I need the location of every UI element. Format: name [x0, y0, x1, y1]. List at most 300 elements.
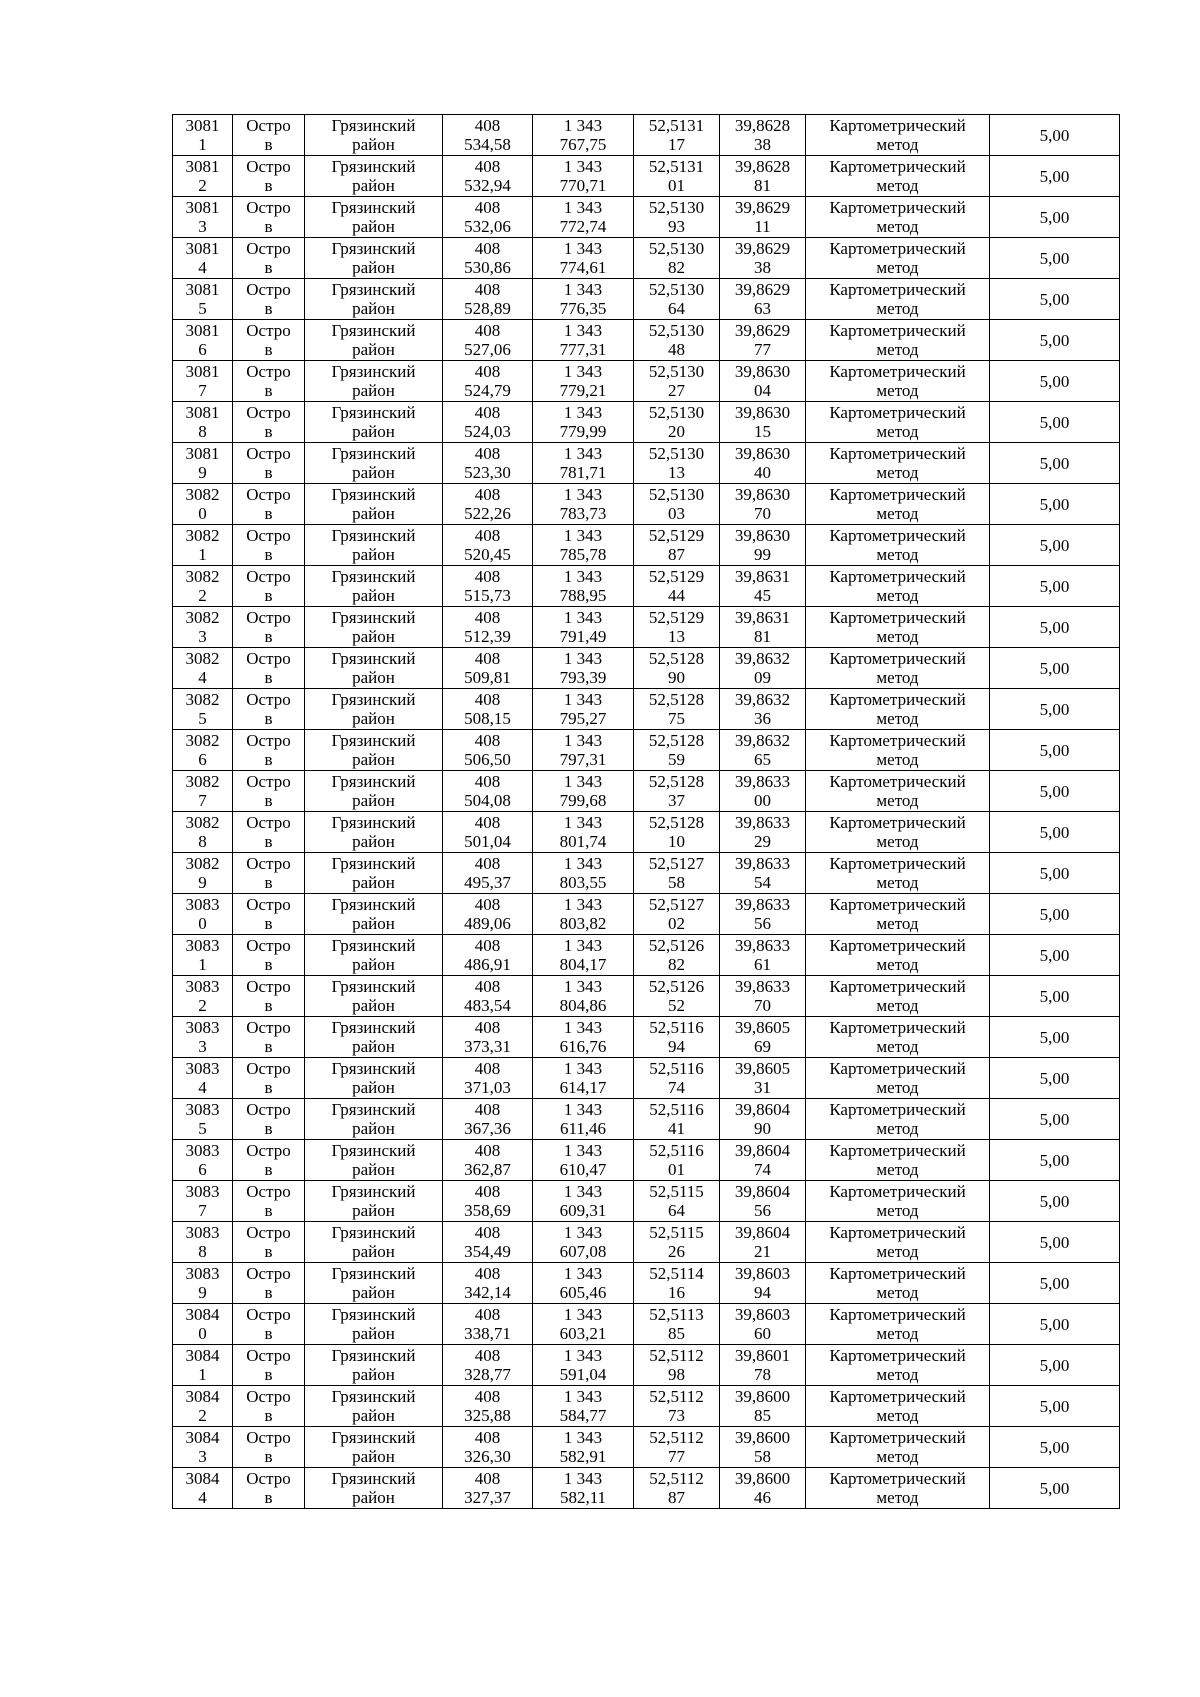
latitude-cell-text: 52,5130 03 — [648, 485, 705, 523]
table-row — [173, 853, 1120, 894]
object-type-cell-text: Остро в — [246, 1264, 291, 1302]
point-number-cell-text: 3083 8 — [185, 1223, 220, 1261]
district-cell — [305, 320, 443, 361]
y-coordinate-cell — [533, 1304, 634, 1345]
y-coordinate-cell-text: 1 343 788,95 — [559, 567, 607, 605]
district-cell-text: Грязинский район — [331, 977, 416, 1015]
latitude-cell — [634, 1468, 720, 1509]
method-cell — [806, 1181, 990, 1222]
point-number-cell-text: 3081 5 — [185, 280, 220, 318]
x-coordinate-cell — [443, 1181, 533, 1222]
method-cell — [806, 115, 990, 156]
point-number-cell — [173, 1386, 233, 1427]
object-type-cell-text: Остро в — [246, 813, 291, 851]
latitude-cell — [634, 156, 720, 197]
y-coordinate-cell-text: 1 343 610,47 — [559, 1141, 607, 1179]
y-coordinate-cell — [533, 1058, 634, 1099]
longitude-cell-text: 39,8603 60 — [734, 1305, 791, 1343]
method-cell-text: Картометрический метод — [829, 567, 966, 605]
object-type-cell — [233, 1345, 305, 1386]
y-coordinate-cell-text: 1 343 801,74 — [559, 813, 607, 851]
accuracy-cell — [990, 689, 1120, 730]
accuracy-cell-text: 5,00 — [1039, 863, 1070, 883]
accuracy-cell — [990, 443, 1120, 484]
x-coordinate-cell — [443, 812, 533, 853]
accuracy-cell — [990, 1263, 1120, 1304]
method-cell — [806, 730, 990, 771]
method-cell-text: Картометрический метод — [829, 116, 966, 154]
point-number-cell — [173, 320, 233, 361]
object-type-cell — [233, 238, 305, 279]
x-coordinate-cell — [443, 771, 533, 812]
longitude-cell — [720, 648, 806, 689]
longitude-cell-text: 39,8633 54 — [734, 854, 791, 892]
accuracy-cell-text: 5,00 — [1039, 1355, 1070, 1375]
accuracy-cell-text: 5,00 — [1039, 1232, 1070, 1252]
y-coordinate-cell-text: 1 343 609,31 — [559, 1182, 607, 1220]
method-cell-text: Картометрический метод — [829, 1100, 966, 1138]
y-coordinate-cell — [533, 853, 634, 894]
y-coordinate-cell-text: 1 343 781,71 — [559, 444, 607, 482]
latitude-cell — [634, 402, 720, 443]
point-number-cell — [173, 443, 233, 484]
y-coordinate-cell-text: 1 343 799,68 — [559, 772, 607, 810]
point-number-cell-text: 3084 2 — [185, 1387, 220, 1425]
accuracy-cell-text: 5,00 — [1039, 453, 1070, 473]
latitude-cell-text: 52,5116 94 — [649, 1018, 704, 1056]
method-cell — [806, 566, 990, 607]
table-row — [173, 689, 1120, 730]
district-cell-text: Грязинский район — [331, 731, 416, 769]
accuracy-cell — [990, 361, 1120, 402]
method-cell-text: Картометрический метод — [829, 813, 966, 851]
y-coordinate-cell — [533, 648, 634, 689]
point-number-cell-text: 3083 7 — [185, 1182, 220, 1220]
point-number-cell — [173, 156, 233, 197]
latitude-cell-text: 52,5116 74 — [649, 1059, 704, 1097]
latitude-cell-text: 52,5116 41 — [649, 1100, 704, 1138]
x-coordinate-cell-text: 408 528,89 — [464, 280, 511, 318]
latitude-cell-text: 52,5130 82 — [648, 239, 705, 277]
district-cell — [305, 689, 443, 730]
longitude-cell — [720, 525, 806, 566]
accuracy-cell-text: 5,00 — [1039, 1396, 1070, 1416]
table-row — [173, 1427, 1120, 1468]
y-coordinate-cell — [533, 443, 634, 484]
y-coordinate-cell — [533, 238, 634, 279]
accuracy-cell-text: 5,00 — [1039, 330, 1070, 350]
accuracy-cell-text: 5,00 — [1039, 658, 1070, 678]
point-number-cell-text: 3083 5 — [185, 1100, 220, 1138]
accuracy-cell — [990, 1386, 1120, 1427]
x-coordinate-cell — [443, 935, 533, 976]
object-type-cell-text: Остро в — [246, 362, 291, 400]
district-cell-text: Грязинский район — [331, 1100, 416, 1138]
district-cell-text: Грязинский район — [331, 1223, 416, 1261]
longitude-cell — [720, 976, 806, 1017]
point-number-cell-text: 3083 3 — [185, 1018, 220, 1056]
latitude-cell — [634, 1263, 720, 1304]
table-row — [173, 894, 1120, 935]
latitude-cell-text: 52,5112 87 — [649, 1469, 704, 1507]
point-number-cell — [173, 1222, 233, 1263]
latitude-cell — [634, 1181, 720, 1222]
coordinates-table-body — [173, 115, 1120, 1509]
district-cell — [305, 1058, 443, 1099]
longitude-cell-text: 39,8630 70 — [734, 485, 791, 523]
district-cell — [305, 607, 443, 648]
method-cell — [806, 402, 990, 443]
accuracy-cell — [990, 566, 1120, 607]
district-cell-text: Грязинский район — [331, 362, 416, 400]
y-coordinate-cell — [533, 1468, 634, 1509]
object-type-cell-text: Остро в — [246, 444, 291, 482]
method-cell-text: Картометрический метод — [829, 198, 966, 236]
y-coordinate-cell — [533, 197, 634, 238]
x-coordinate-cell-text: 408 326,30 — [464, 1428, 511, 1466]
method-cell-text: Картометрический метод — [829, 485, 966, 523]
object-type-cell — [233, 935, 305, 976]
x-coordinate-cell-text: 408 522,26 — [464, 485, 511, 523]
method-cell-text: Картометрический метод — [829, 649, 966, 687]
y-coordinate-cell-text: 1 343 772,74 — [559, 198, 607, 236]
object-type-cell-text: Остро в — [246, 977, 291, 1015]
district-cell — [305, 279, 443, 320]
object-type-cell — [233, 771, 305, 812]
longitude-cell-text: 39,8632 09 — [734, 649, 791, 687]
x-coordinate-cell-text: 408 489,06 — [464, 895, 511, 933]
y-coordinate-cell — [533, 1140, 634, 1181]
district-cell-text: Грязинский район — [331, 1469, 416, 1507]
accuracy-cell-text: 5,00 — [1039, 781, 1070, 801]
district-cell — [305, 1099, 443, 1140]
object-type-cell — [233, 1222, 305, 1263]
longitude-cell-text: 39,8632 36 — [734, 690, 791, 728]
longitude-cell-text: 39,8604 21 — [734, 1223, 791, 1261]
object-type-cell-text: Остро в — [246, 485, 291, 523]
latitude-cell-text: 52,5126 82 — [648, 936, 705, 974]
table-row — [173, 1345, 1120, 1386]
object-type-cell — [233, 320, 305, 361]
point-number-cell — [173, 730, 233, 771]
y-coordinate-cell-text: 1 343 785,78 — [559, 526, 607, 564]
district-cell — [305, 484, 443, 525]
accuracy-cell-text: 5,00 — [1039, 412, 1070, 432]
district-cell — [305, 1017, 443, 1058]
point-number-cell-text: 3083 6 — [185, 1141, 220, 1179]
point-number-cell — [173, 607, 233, 648]
object-type-cell-text: Остро в — [246, 854, 291, 892]
longitude-cell-text: 39,8632 65 — [734, 731, 791, 769]
point-number-cell — [173, 1058, 233, 1099]
object-type-cell — [233, 976, 305, 1017]
district-cell-text: Грязинский район — [331, 690, 416, 728]
accuracy-cell-text: 5,00 — [1039, 1109, 1070, 1129]
object-type-cell-text: Остро в — [246, 1182, 291, 1220]
y-coordinate-cell-text: 1 343 582,11 — [559, 1469, 607, 1507]
district-cell-text: Грязинский район — [331, 485, 416, 523]
object-type-cell — [233, 853, 305, 894]
district-cell — [305, 648, 443, 689]
point-number-cell — [173, 935, 233, 976]
method-cell-text: Картометрический метод — [829, 1264, 966, 1302]
point-number-cell-text: 3082 4 — [185, 649, 220, 687]
y-coordinate-cell-text: 1 343 607,08 — [559, 1223, 607, 1261]
x-coordinate-cell-text: 408 524,79 — [464, 362, 511, 400]
y-coordinate-cell — [533, 730, 634, 771]
latitude-cell — [634, 689, 720, 730]
longitude-cell — [720, 443, 806, 484]
latitude-cell-text: 52,5128 90 — [648, 649, 705, 687]
district-cell — [305, 1304, 443, 1345]
point-number-cell-text: 3084 3 — [185, 1428, 220, 1466]
accuracy-cell — [990, 976, 1120, 1017]
district-cell — [305, 238, 443, 279]
method-cell — [806, 1140, 990, 1181]
x-coordinate-cell-text: 408 367,36 — [464, 1100, 511, 1138]
object-type-cell-text: Остро в — [246, 116, 291, 154]
accuracy-cell — [990, 812, 1120, 853]
longitude-cell-text: 39,8630 40 — [734, 444, 791, 482]
x-coordinate-cell-text: 408 506,50 — [464, 731, 511, 769]
longitude-cell — [720, 238, 806, 279]
method-cell-text: Картометрический метод — [829, 1182, 966, 1220]
x-coordinate-cell-text: 408 530,86 — [464, 239, 511, 277]
longitude-cell — [720, 1222, 806, 1263]
latitude-cell — [634, 1058, 720, 1099]
table-row — [173, 1263, 1120, 1304]
object-type-cell-text: Остро в — [246, 198, 291, 236]
y-coordinate-cell-text: 1 343 779,21 — [559, 362, 607, 400]
district-cell-text: Грязинский район — [331, 198, 416, 236]
accuracy-cell — [990, 115, 1120, 156]
method-cell — [806, 156, 990, 197]
longitude-cell-text: 39,8629 38 — [734, 239, 791, 277]
y-coordinate-cell — [533, 1017, 634, 1058]
point-number-cell-text: 3081 3 — [185, 198, 220, 236]
object-type-cell-text: Остро в — [246, 1305, 291, 1343]
longitude-cell — [720, 1181, 806, 1222]
method-cell-text: Картометрический метод — [829, 1469, 966, 1507]
latitude-cell — [634, 935, 720, 976]
accuracy-cell-text: 5,00 — [1039, 371, 1070, 391]
y-coordinate-cell-text: 1 343 777,31 — [559, 321, 607, 359]
method-cell-text: Картометрический метод — [829, 854, 966, 892]
object-type-cell-text: Остро в — [246, 895, 291, 933]
object-type-cell — [233, 1468, 305, 1509]
longitude-cell — [720, 1427, 806, 1468]
y-coordinate-cell-text: 1 343 776,35 — [559, 280, 607, 318]
method-cell — [806, 1304, 990, 1345]
object-type-cell-text: Остро в — [246, 772, 291, 810]
accuracy-cell-text: 5,00 — [1039, 576, 1070, 596]
longitude-cell-text: 39,8630 15 — [734, 403, 791, 441]
object-type-cell-text: Остро в — [246, 1100, 291, 1138]
point-number-cell-text: 3081 7 — [185, 362, 220, 400]
point-number-cell-text: 3084 1 — [185, 1346, 220, 1384]
object-type-cell — [233, 1427, 305, 1468]
district-cell-text: Грязинский район — [331, 526, 416, 564]
latitude-cell-text: 52,5112 98 — [649, 1346, 704, 1384]
y-coordinate-cell-text: 1 343 793,39 — [559, 649, 607, 687]
longitude-cell-text: 39,8633 00 — [734, 772, 791, 810]
longitude-cell-text: 39,8629 63 — [734, 280, 791, 318]
y-coordinate-cell — [533, 771, 634, 812]
table-row — [173, 1017, 1120, 1058]
point-number-cell-text: 3081 4 — [185, 239, 220, 277]
table-row — [173, 771, 1120, 812]
y-coordinate-cell-text: 1 343 804,17 — [559, 936, 607, 974]
longitude-cell — [720, 771, 806, 812]
object-type-cell — [233, 279, 305, 320]
x-coordinate-cell-text: 408 523,30 — [464, 444, 511, 482]
table-row — [173, 1140, 1120, 1181]
y-coordinate-cell-text: 1 343 614,17 — [559, 1059, 607, 1097]
latitude-cell-text: 52,5129 13 — [648, 608, 705, 646]
x-coordinate-cell — [443, 648, 533, 689]
x-coordinate-cell — [443, 402, 533, 443]
method-cell — [806, 976, 990, 1017]
method-cell — [806, 320, 990, 361]
y-coordinate-cell-text: 1 343 774,61 — [559, 239, 607, 277]
district-cell — [305, 443, 443, 484]
y-coordinate-cell-text: 1 343 803,55 — [559, 854, 607, 892]
point-number-cell-text: 3082 0 — [185, 485, 220, 523]
method-cell-text: Картометрический метод — [829, 690, 966, 728]
longitude-cell-text: 39,8601 78 — [734, 1346, 791, 1384]
method-cell-text: Картометрический метод — [829, 977, 966, 1015]
district-cell — [305, 525, 443, 566]
latitude-cell — [634, 730, 720, 771]
table-row — [173, 1222, 1120, 1263]
longitude-cell-text: 39,8604 56 — [734, 1182, 791, 1220]
accuracy-cell — [990, 648, 1120, 689]
district-cell-text: Грязинский район — [331, 239, 416, 277]
accuracy-cell — [990, 771, 1120, 812]
method-cell — [806, 484, 990, 525]
district-cell — [305, 894, 443, 935]
point-number-cell — [173, 1099, 233, 1140]
longitude-cell — [720, 1468, 806, 1509]
object-type-cell — [233, 525, 305, 566]
x-coordinate-cell-text: 408 512,39 — [464, 608, 511, 646]
method-cell-text: Картометрический метод — [829, 731, 966, 769]
latitude-cell — [634, 976, 720, 1017]
method-cell-text: Картометрический метод — [829, 936, 966, 974]
longitude-cell-text: 39,8633 29 — [734, 813, 791, 851]
latitude-cell — [634, 115, 720, 156]
x-coordinate-cell — [443, 1427, 533, 1468]
x-coordinate-cell-text: 408 515,73 — [464, 567, 511, 605]
latitude-cell-text: 52,5130 48 — [648, 321, 705, 359]
x-coordinate-cell-text: 408 373,31 — [464, 1018, 511, 1056]
longitude-cell-text: 39,8633 56 — [734, 895, 791, 933]
accuracy-cell-text: 5,00 — [1039, 617, 1070, 637]
latitude-cell — [634, 1099, 720, 1140]
latitude-cell-text: 52,5116 01 — [649, 1141, 704, 1179]
method-cell-text: Картометрический метод — [829, 321, 966, 359]
longitude-cell — [720, 1263, 806, 1304]
y-coordinate-cell — [533, 1181, 634, 1222]
longitude-cell-text: 39,8629 77 — [734, 321, 791, 359]
x-coordinate-cell — [443, 484, 533, 525]
x-coordinate-cell — [443, 730, 533, 771]
object-type-cell — [233, 1304, 305, 1345]
point-number-cell-text: 3083 0 — [185, 895, 220, 933]
x-coordinate-cell — [443, 566, 533, 607]
y-coordinate-cell-text: 1 343 797,31 — [559, 731, 607, 769]
method-cell — [806, 1427, 990, 1468]
district-cell — [305, 1427, 443, 1468]
accuracy-cell-text: 5,00 — [1039, 822, 1070, 842]
object-type-cell — [233, 689, 305, 730]
district-cell-text: Грязинский район — [331, 567, 416, 605]
latitude-cell — [634, 525, 720, 566]
x-coordinate-cell-text: 408 342,14 — [464, 1264, 511, 1302]
method-cell — [806, 812, 990, 853]
point-number-cell-text: 3084 4 — [185, 1469, 220, 1507]
x-coordinate-cell-text: 408 486,91 — [464, 936, 511, 974]
method-cell — [806, 1263, 990, 1304]
table-row — [173, 1058, 1120, 1099]
object-type-cell-text: Остро в — [246, 403, 291, 441]
accuracy-cell-text: 5,00 — [1039, 289, 1070, 309]
x-coordinate-cell — [443, 156, 533, 197]
district-cell-text: Грязинский район — [331, 157, 416, 195]
latitude-cell-text: 52,5128 10 — [648, 813, 705, 851]
accuracy-cell — [990, 156, 1120, 197]
longitude-cell — [720, 853, 806, 894]
y-coordinate-cell-text: 1 343 767,75 — [559, 116, 607, 154]
method-cell-text: Картометрический метод — [829, 1223, 966, 1261]
table-row — [173, 402, 1120, 443]
y-coordinate-cell — [533, 1386, 634, 1427]
district-cell — [305, 771, 443, 812]
object-type-cell-text: Остро в — [246, 1223, 291, 1261]
district-cell — [305, 1345, 443, 1386]
point-number-cell — [173, 976, 233, 1017]
accuracy-cell — [990, 1222, 1120, 1263]
accuracy-cell-text: 5,00 — [1039, 535, 1070, 555]
method-cell-text: Картометрический метод — [829, 526, 966, 564]
latitude-cell — [634, 361, 720, 402]
object-type-cell — [233, 648, 305, 689]
longitude-cell-text: 39,8604 74 — [734, 1141, 791, 1179]
object-type-cell-text: Остро в — [246, 731, 291, 769]
point-number-cell-text: 3082 2 — [185, 567, 220, 605]
longitude-cell — [720, 812, 806, 853]
accuracy-cell — [990, 730, 1120, 771]
method-cell-text: Картометрический метод — [829, 239, 966, 277]
table-row — [173, 156, 1120, 197]
accuracy-cell-text: 5,00 — [1039, 945, 1070, 965]
longitude-cell — [720, 156, 806, 197]
district-cell-text: Грязинский район — [331, 895, 416, 933]
point-number-cell-text: 3082 5 — [185, 690, 220, 728]
accuracy-cell — [990, 279, 1120, 320]
longitude-cell-text: 39,8600 85 — [734, 1387, 791, 1425]
longitude-cell-text: 39,8605 31 — [734, 1059, 791, 1097]
x-coordinate-cell — [443, 689, 533, 730]
latitude-cell-text: 52,5114 16 — [649, 1264, 704, 1302]
method-cell — [806, 853, 990, 894]
longitude-cell — [720, 1386, 806, 1427]
latitude-cell — [634, 197, 720, 238]
x-coordinate-cell-text: 408 532,94 — [464, 157, 511, 195]
point-number-cell-text: 3082 1 — [185, 526, 220, 564]
x-coordinate-cell — [443, 1058, 533, 1099]
point-number-cell — [173, 1263, 233, 1304]
